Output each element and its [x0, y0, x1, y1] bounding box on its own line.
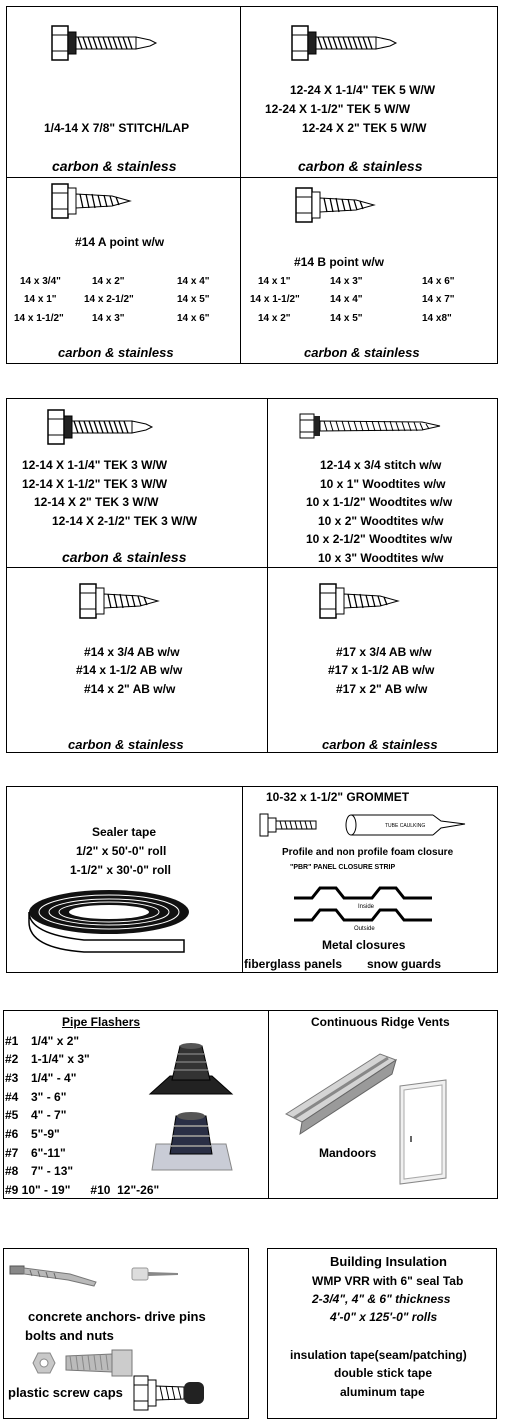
flasher-number: #3 — [5, 1071, 19, 1085]
section-tek3-woodtite-screws — [6, 398, 498, 753]
ab17-line-3: #17 x 2" AB w/w — [336, 682, 428, 696]
woodtite-line-1: 12-14 x 3/4 stitch w/w — [320, 458, 442, 472]
divider — [6, 567, 498, 568]
flasher-size: 7" - 13" — [31, 1164, 74, 1178]
inside-label: Inside — [358, 904, 375, 910]
tube-caulking-text: TUBE CAULKING — [385, 823, 426, 829]
bolts-label: bolts and nuts — [25, 1328, 114, 1343]
woodtite-line-3: 10 x 1-1/2" Woodtites w/w — [306, 495, 453, 509]
size-cell: 14 x 2" — [258, 313, 291, 324]
ab14-line-3: #14 x 2" AB w/w — [84, 682, 176, 696]
concrete-anchor-icon — [10, 1260, 100, 1290]
pipe-flasher-black-icon — [146, 1040, 236, 1098]
sealer-tape-title: Sealer tape — [92, 825, 157, 839]
sealer-tape-size-1: 1/2" x 50'-0" roll — [76, 844, 167, 858]
material-label: carbon & stainless — [58, 345, 174, 360]
divider — [242, 786, 243, 973]
flasher-size: 3" - 6" — [31, 1090, 67, 1104]
woodtite-screw-icon — [300, 412, 450, 442]
flasher-size: 1/4" - 4" — [31, 1071, 77, 1085]
flasher-number: #5 — [5, 1108, 19, 1122]
material-label: carbon & stainless — [52, 158, 177, 174]
flasher-number: #2 — [5, 1052, 19, 1066]
pipe-flasher-gray-icon — [146, 1106, 236, 1174]
woodtite-line-4: 10 x 2" Woodtites w/w — [318, 514, 444, 528]
size-cell: 14 x 7" — [422, 294, 455, 305]
divider — [240, 6, 241, 364]
17-ab-screw-icon — [320, 584, 426, 620]
size-cell: 14 x 3" — [92, 313, 125, 324]
nut-icon — [32, 1352, 56, 1374]
flasher-size: 5"-9" — [31, 1127, 60, 1141]
tek5-line-3: 12-24 X 2" TEK 5 W/W — [302, 121, 427, 135]
a-point-screw-icon — [52, 184, 158, 220]
tek3-line-4: 12-14 X 2-1/2" TEK 3 W/W — [52, 514, 198, 528]
divider — [268, 1010, 269, 1199]
size-cell: 14 x 1" — [24, 294, 57, 305]
flasher-number: #8 — [5, 1164, 19, 1178]
size-cell: 14 x 1-1/2" — [14, 313, 64, 324]
divider — [267, 398, 268, 753]
size-cell: 14 x 2" — [92, 276, 125, 287]
mandoors-label: Mandoors — [319, 1146, 377, 1160]
insulation-line-3: 4'-0" x 125'-0" rolls — [330, 1310, 438, 1324]
b-point-screw-icon — [296, 188, 402, 224]
14-ab-screw-icon — [80, 584, 186, 620]
metal-closures-label: Metal closures — [322, 938, 406, 952]
size-cell: 14 x 2-1/2" — [84, 294, 134, 305]
caulk-tube-icon — [345, 812, 470, 838]
material-label: carbon & stainless — [304, 345, 420, 360]
flasher-size: 4" - 7" — [31, 1108, 67, 1122]
material-label: carbon & stainless — [322, 737, 438, 752]
outside-label: Outside — [354, 926, 375, 932]
tek5-line-1: 12-24 X 1-1/4" TEK 5 W/W — [290, 83, 436, 97]
tek3-line-2: 12-14 X 1-1/2" TEK 3 W/W — [22, 477, 168, 491]
ridge-vent-icon — [280, 1040, 400, 1130]
size-cell: 14 x 1-1/2" — [250, 294, 300, 305]
insulation-line-2: 2-3/4", 4" & 6" thickness — [312, 1292, 451, 1306]
screw-caps-label: plastic screw caps — [8, 1385, 123, 1400]
bolt-icon — [66, 1350, 136, 1376]
size-cell: 14 x 5" — [330, 313, 363, 324]
ridge-vents-title: Continuous Ridge Vents — [311, 1015, 450, 1029]
material-label: carbon & stainless — [62, 549, 187, 565]
material-label: carbon & stainless — [68, 737, 184, 752]
material-label: carbon & stainless — [298, 158, 423, 174]
flasher-number: #6 — [5, 1127, 19, 1141]
insulation-line-1: WMP VRR with 6" seal Tab — [312, 1274, 464, 1288]
insulation-title: Building Insulation — [330, 1254, 447, 1269]
size-cell: 14 x8" — [422, 313, 452, 324]
tape-line-2: double stick tape — [334, 1366, 433, 1380]
size-cell: 14 x 4" — [330, 294, 363, 305]
woodtite-line-5: 10 x 2-1/2" Woodtites w/w — [306, 532, 453, 546]
flasher-number: #4 — [5, 1090, 19, 1104]
flasher-number: #7 — [5, 1146, 19, 1160]
sealer-tape-size-2: 1-1/2" x 30'-0" roll — [70, 863, 171, 877]
pipe-flashers-title: Pipe Flashers — [62, 1015, 141, 1029]
flasher-number: #1 — [5, 1034, 19, 1048]
tape-line-3: aluminum tape — [340, 1385, 425, 1399]
screw-cap-icon — [134, 1376, 210, 1410]
flasher-size: 1-1/4" x 3" — [31, 1052, 90, 1066]
size-cell: 14 x 6" — [177, 313, 210, 324]
drive-pin-icon — [132, 1265, 182, 1283]
size-cell: 14 x 3/4" — [20, 276, 61, 287]
ab17-line-2: #17 x 1-1/2 AB w/w — [328, 663, 435, 677]
size-cell: 14 x 5" — [177, 294, 210, 305]
size-cell: 14 x 1" — [258, 276, 291, 287]
b-point-title: #14 B point w/w — [294, 255, 385, 269]
a-point-title: #14 A point w/w — [75, 235, 165, 249]
foam-closure-label: Profile and non profile foam closure — [282, 847, 454, 858]
ab14-line-2: #14 x 1-1/2 AB w/w — [76, 663, 183, 677]
sealer-tape-roll-icon — [24, 882, 199, 962]
tek3-screw-icon — [48, 410, 154, 446]
flasher-last-line: #9 10" - 19" #10 12"-26" — [5, 1183, 160, 1197]
closure-strip-icon — [292, 880, 438, 932]
tek3-line-3: 12-14 X 2" TEK 3 W/W — [34, 495, 159, 509]
woodtite-line-2: 10 x 1" Woodtites w/w — [320, 477, 446, 491]
tape-line-1: insulation tape(seam/patching) — [290, 1348, 467, 1362]
tek5-line-2: 12-24 X 1-1/2" TEK 5 W/W — [265, 102, 411, 116]
divider — [6, 177, 498, 178]
flasher-size: 6"-11" — [31, 1146, 66, 1160]
tek3-line-1: 12-14 X 1-1/4" TEK 3 W/W — [22, 458, 168, 472]
flasher-size: 1/4" x 2" — [31, 1034, 80, 1048]
size-cell: 14 x 4" — [177, 276, 210, 287]
mandoor-icon — [398, 1080, 448, 1185]
tek5-screw-icon — [292, 26, 398, 62]
fiberglass-panels-label: fiberglass panels — [244, 957, 343, 971]
grommet-label: 10-32 x 1-1/2" GROMMET — [266, 790, 410, 804]
snow-guards-label: snow guards — [367, 957, 442, 971]
ab17-line-1: #17 x 3/4 AB w/w — [336, 645, 432, 659]
ab14-line-1: #14 x 3/4 AB w/w — [84, 645, 180, 659]
woodtite-line-6: 10 x 3" Woodtites w/w — [318, 551, 444, 565]
size-cell: 14 x 3" — [330, 276, 363, 287]
size-cell: 14 x 6" — [422, 276, 455, 287]
grommet-screw-icon — [260, 812, 320, 838]
stitch-lap-label: 1/4-14 X 7/8" STITCH/LAP — [44, 121, 190, 135]
anchors-label: concrete anchors- drive pins — [28, 1309, 206, 1324]
pbr-closure-label: "PBR" PANEL CLOSURE STRIP — [290, 864, 396, 871]
stitch-lap-screw-icon — [52, 26, 158, 62]
